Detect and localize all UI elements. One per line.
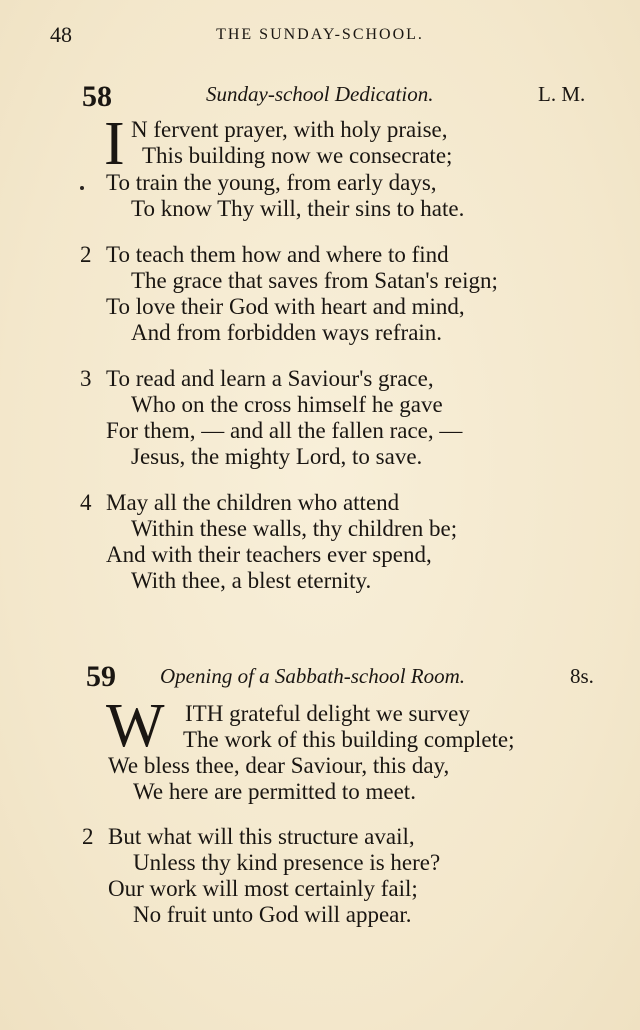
verse-line: To teach them how and where to find — [106, 242, 449, 267]
verse-line: The work of this building complete; — [183, 727, 515, 752]
verse-line: Jesus, the mighty Lord, to save. — [131, 444, 423, 469]
drop-cap: W — [106, 692, 165, 760]
verse-number: 2 — [80, 242, 92, 267]
verse-line: To know Thy will, their sins to hate. — [131, 196, 465, 221]
hymn-number: 58 — [82, 80, 112, 113]
verse-line: No fruit unto God will appear. — [133, 902, 412, 927]
verse-line: And from forbidden ways refrain. — [131, 320, 443, 345]
verse-line: To train the young, from early days, — [106, 170, 437, 195]
verse-number: 3 — [80, 366, 92, 391]
verse-line: With thee, a blest eternity. — [131, 568, 372, 593]
verse-line: ITH grateful delight we survey — [185, 701, 470, 726]
verse-line: Who on the cross himself he gave — [131, 392, 443, 417]
hymn-title: Opening of a Sabbath-school Room. — [160, 664, 466, 688]
verse-line: Our work will most certainly fail; — [108, 876, 418, 901]
hymn-number: 59 — [86, 660, 116, 693]
verse-line: Unless thy kind presence is here? — [133, 850, 441, 875]
hymn-59-heading — [0, 660, 640, 696]
verse-line: But what will this structure avail, — [108, 824, 415, 849]
hymn-58-heading — [0, 80, 640, 116]
verse-line: The grace that saves from Satan's reign; — [131, 268, 498, 293]
verse-line: We here are permitted to meet. — [133, 779, 416, 804]
hymn-meter: 8s. — [570, 664, 594, 688]
verse-number: 2 — [82, 824, 94, 849]
verse-line: This building now we consecrate; — [142, 143, 453, 168]
running-head: THE SUNDAY-SCHOOL. — [216, 26, 424, 43]
verse-line: To read and learn a Saviour's grace, — [106, 366, 434, 391]
verse-line: To love their God with heart and mind, — [106, 294, 465, 319]
page-header — [0, 22, 640, 52]
verse-line: For them, — and all the fallen race, — — [106, 418, 463, 443]
verse-line: N fervent prayer, with holy praise, — [131, 117, 448, 142]
hymn-meter: L. M. — [538, 82, 586, 106]
verse-line: May all the children who attend — [106, 490, 400, 515]
verse-line: And with their teachers ever spend, — [106, 542, 432, 567]
page-number: 48 — [50, 22, 72, 47]
verse-number: 4 — [80, 490, 92, 515]
verse-line: We bless thee, dear Saviour, this day, — [108, 753, 450, 778]
print-speck — [80, 186, 84, 190]
verse-line: Within these walls, thy children be; — [131, 516, 458, 541]
hymn-title: Sunday-school Dedication. — [206, 82, 434, 106]
drop-cap: I — [104, 110, 125, 178]
